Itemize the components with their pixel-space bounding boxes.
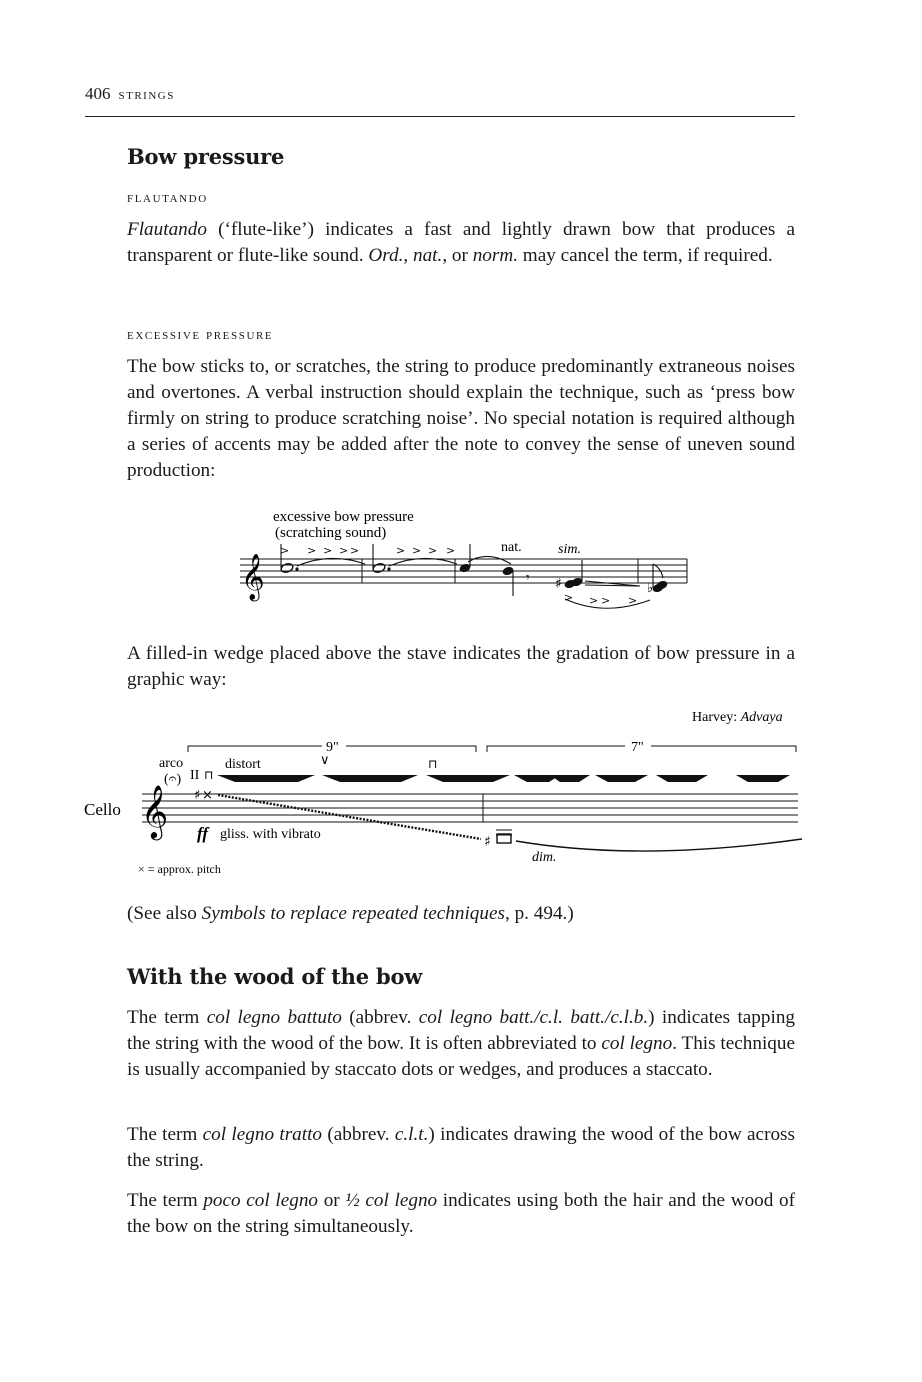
attribution: Harvey: Advaya — [692, 710, 783, 725]
paragraph-see-also: (See also Symbols to replace repeated techniques, p. 494.) — [127, 903, 574, 924]
example1-label-line1: excessive bow pressure — [273, 509, 414, 525]
svg-text:>: > — [350, 544, 360, 557]
treble-clef-icon-2: 𝄞 — [141, 784, 169, 838]
music-example-cello-advaya — [80, 702, 805, 882]
fermata-bracket: (𝄐) — [164, 772, 182, 787]
paragraph-col-legno-tratto: The term col legno tratto (abbrev. c.l.t.) indicates drawing the wood of the bow across the string. — [127, 1124, 795, 1171]
down-bow-icon: ⊓ — [204, 768, 214, 782]
instrument-label: Cello — [84, 800, 121, 819]
eighth-rest-icon: 𝄾 — [526, 570, 530, 586]
dim-label: dim. — [532, 850, 557, 865]
svg-text:>: > — [280, 544, 290, 557]
running-header — [85, 84, 795, 104]
svg-text:>: > — [412, 544, 422, 557]
sharp-icon: ♯ — [555, 576, 562, 592]
gliss-label: gliss. with vibrato — [220, 827, 321, 842]
svg-text:>: > — [307, 544, 317, 557]
duration-9: 9" — [326, 740, 339, 755]
string-ii-label: II — [190, 768, 200, 783]
music-example-excessive-pressure — [235, 502, 695, 617]
svg-text:>: > — [323, 544, 333, 557]
subheading-excessive-pressure: excessive pressure — [127, 327, 274, 343]
subheading-flautando: flautando — [127, 190, 208, 206]
svg-text:>: > — [601, 594, 611, 607]
example1-label-line2: (scratching sound) — [275, 525, 387, 541]
down-bow-icon-2: ⊓ — [428, 757, 438, 771]
up-bow-icon: ∨ — [320, 753, 330, 768]
svg-text:>: > — [446, 544, 456, 557]
sharp-icon-2: ♯ — [194, 788, 201, 803]
duration-7: 7" — [631, 740, 644, 755]
paragraph-poco-col-legno: The term poco col legno or ½ col legno indicates using both the hair and the wood of the bow on the string simultaneously. — [127, 1190, 796, 1237]
header-rule — [85, 116, 795, 117]
svg-text:>: > — [628, 594, 638, 607]
accent-marks — [280, 544, 637, 607]
example1-nat: nat. — [501, 540, 522, 555]
paragraph-col-legno-battuto: The term col legno battuto (abbrev. col legno batt./c.l. batt./c.l.b.) indicates tapping the string with the wood of the bow. It is often abbreviated to col legno. This technique is usually accompanied by staccato dots or wedges, and produces a staccato. — [127, 1007, 796, 1080]
svg-text:>: > — [428, 544, 438, 557]
section-title-bow-pressure: Bow pressure — [127, 144, 285, 169]
svg-text:>: > — [396, 544, 406, 557]
paragraph-wedge: A filled-in wedge placed above the stave indicates the gradation of bow pressure in a graphic way: — [127, 643, 795, 690]
pressure-wedges — [217, 775, 790, 782]
flat-icon: ♭ — [647, 581, 654, 596]
running-title: strings — [118, 86, 175, 103]
paragraph-flautando: Flautando (‘flute-like’) indicates a fast and lightly drawn bow that produces a transparent or flute-like sound. Ord., nat., or norm. may cancel the term, if required. — [127, 219, 795, 266]
example1-sim: sim. — [558, 542, 581, 557]
svg-text:>: > — [564, 591, 574, 604]
treble-clef-icon: 𝄞 — [241, 554, 265, 600]
sharp-icon-3: ♯ — [484, 834, 491, 850]
distort-label: distort — [225, 757, 261, 772]
page-number: 406 — [85, 84, 111, 103]
svg-text:>: > — [339, 544, 349, 557]
paragraph-excessive-pressure: The bow sticks to, or scratches, the string to produce predominantly extraneous noises and overtones. A verbal instruction should explain the technique, such as ‘press bow firmly on string to produce scratching noise’. No special notation is required although a series of accents may be added after the note to convey the sense of uneven sound production: — [127, 356, 795, 481]
tie-curve — [516, 839, 802, 851]
arco-label: arco — [159, 756, 184, 771]
svg-text:>: > — [589, 594, 599, 607]
section-title-wood-of-bow: With the wood of the bow — [127, 964, 423, 989]
ff-dynamic: ff — [197, 824, 209, 843]
x-notehead-icon: × — [202, 788, 213, 803]
footnote-approx-pitch: × = approx. pitch — [138, 862, 221, 876]
